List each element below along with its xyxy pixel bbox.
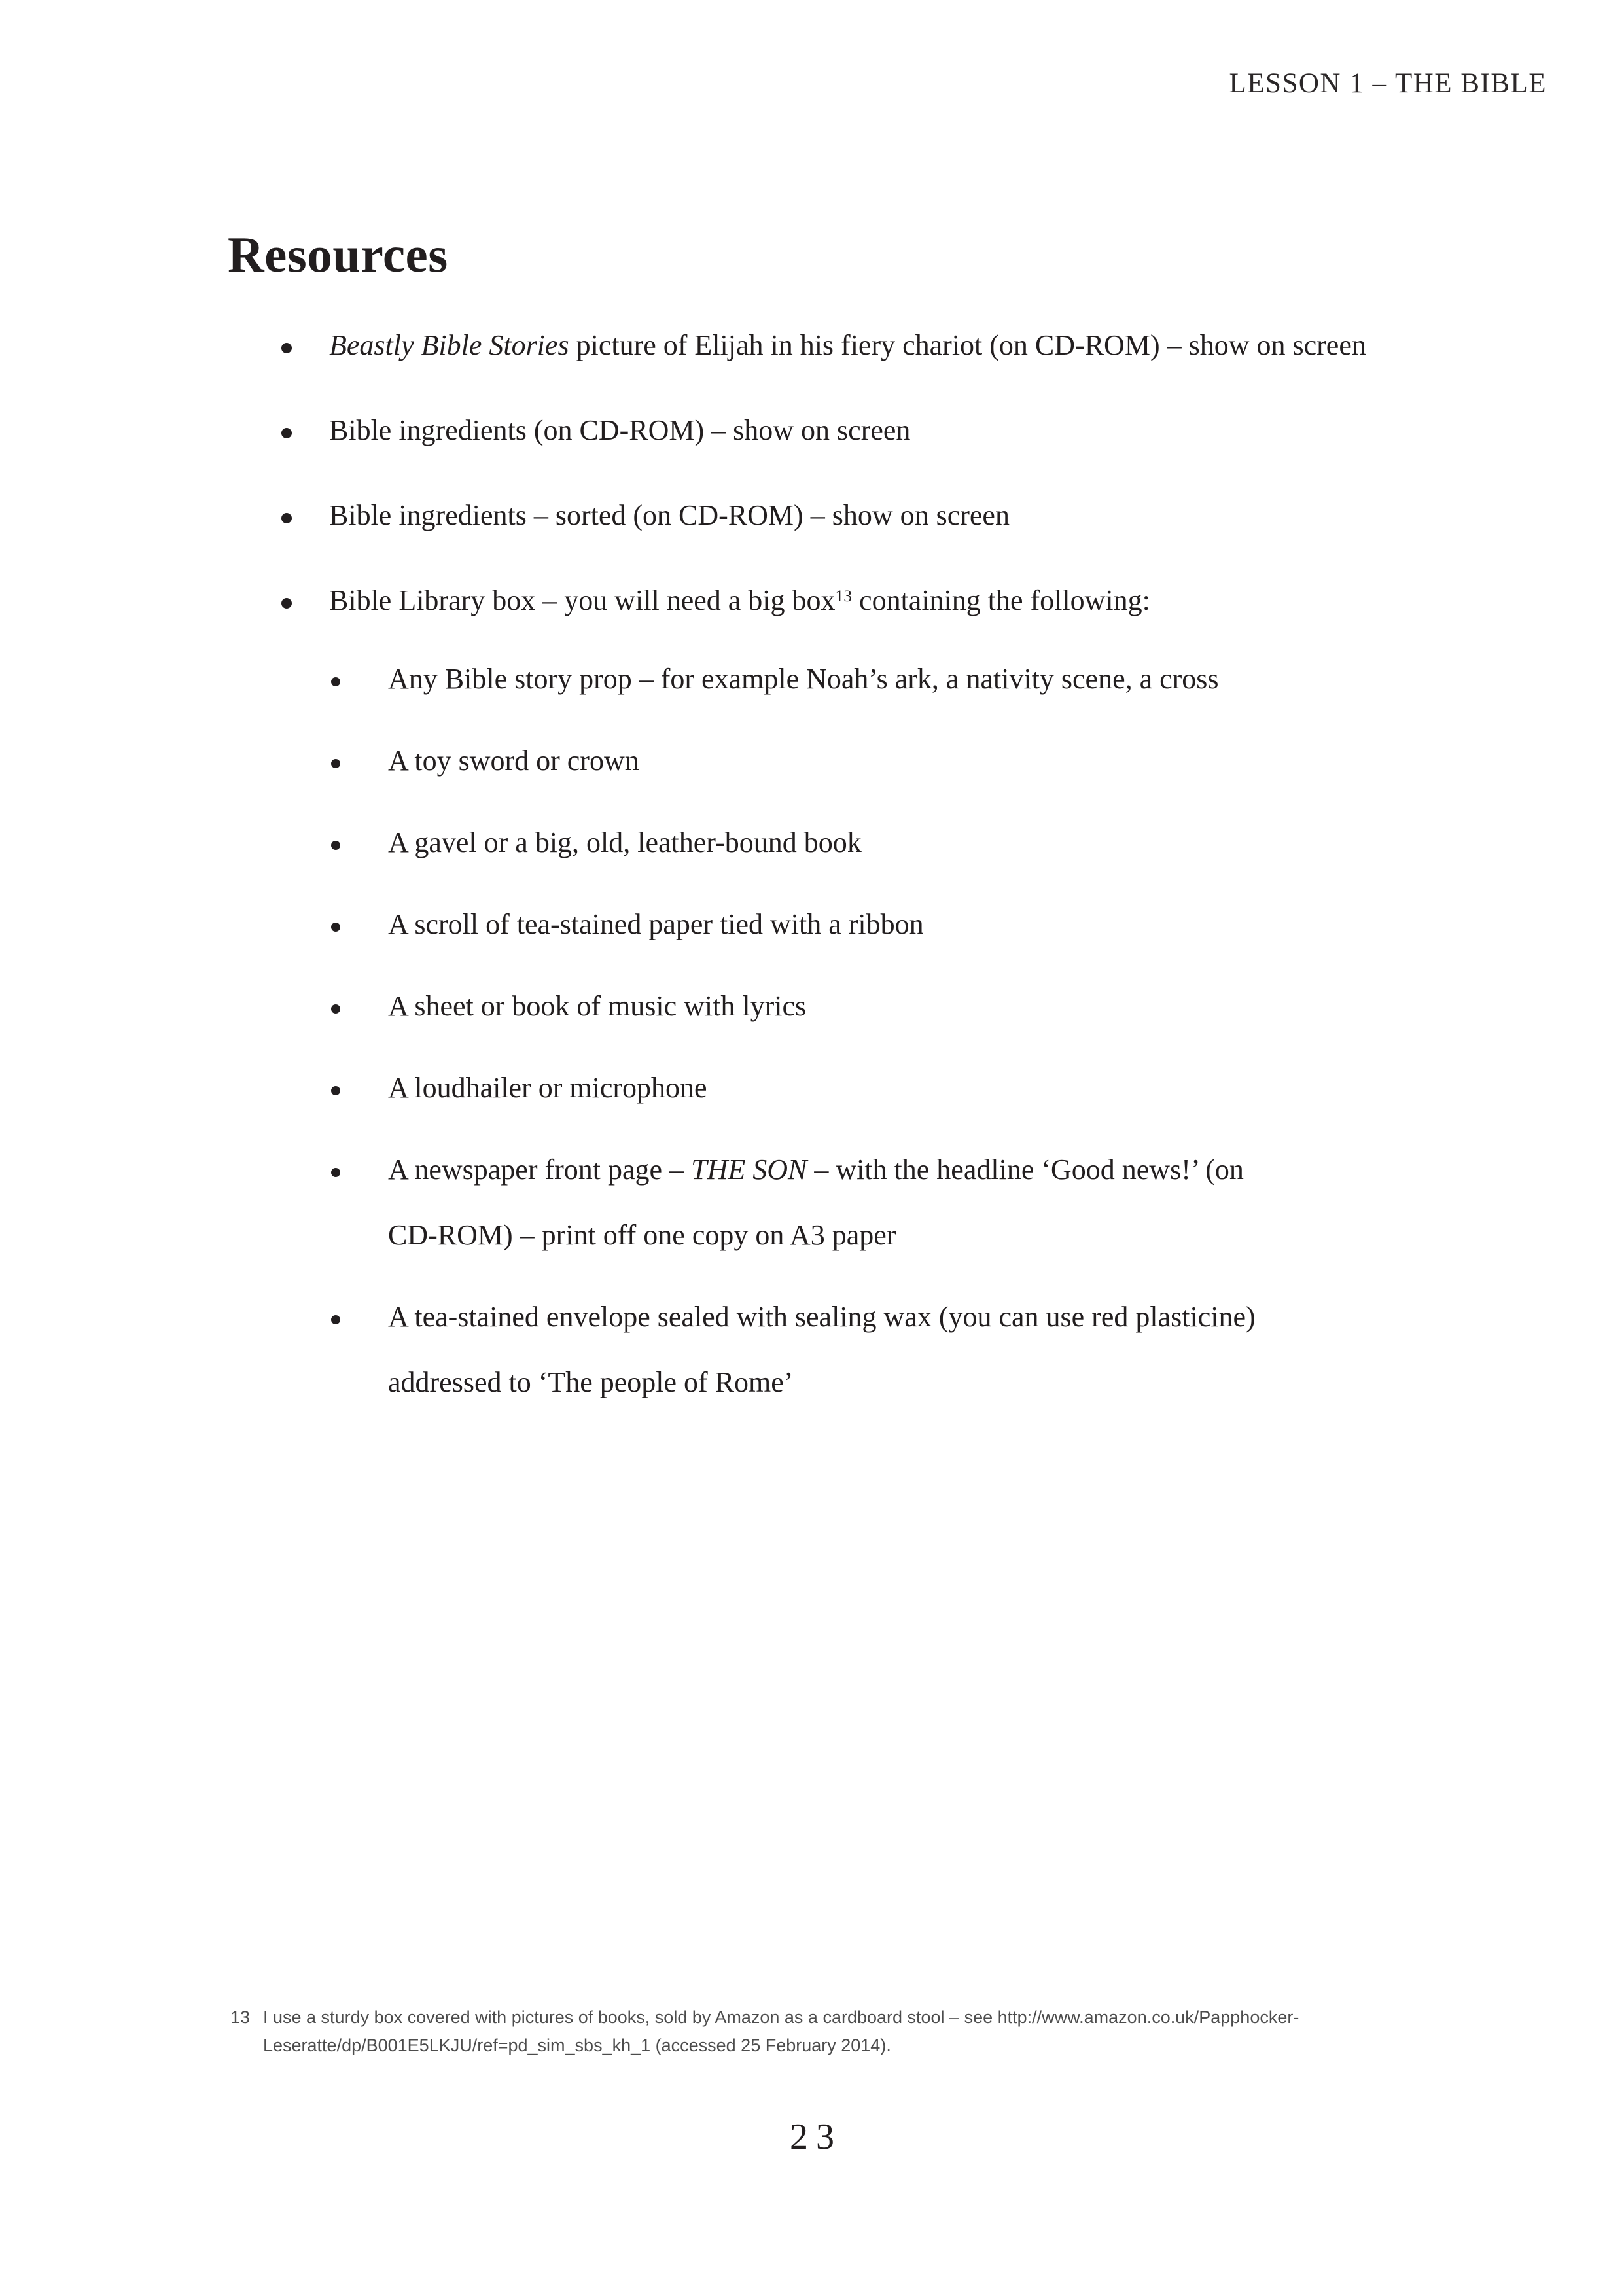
text-segment: containing the following: — [852, 584, 1150, 616]
bullet-icon — [281, 598, 292, 609]
text-segment: – with the headline ‘Good news!’ (on — [807, 1154, 1244, 1186]
bullet-icon — [281, 428, 292, 438]
list-item — [329, 974, 1624, 1039]
text-segment: Bible ingredients – sorted (on CD-ROM) – show on screen — [329, 499, 1010, 531]
bullet-icon — [281, 343, 292, 353]
page-title: Resources — [228, 226, 448, 283]
text-segment: A tea-stained envelope sealed with sealing wax (you can use red plasticine) — [388, 1301, 1256, 1333]
list-item — [329, 728, 1624, 794]
footnote-text — [263, 2003, 1299, 2060]
bullet-icon — [331, 677, 340, 686]
text-segment: A toy sword or crown — [388, 745, 639, 777]
list-item-text — [388, 1350, 1624, 1415]
text-segment: A sheet or book of music with lyrics — [388, 990, 807, 1022]
list-item — [0, 568, 1624, 1415]
bullet-icon — [331, 1168, 340, 1177]
list-item — [0, 483, 1624, 548]
list-item — [0, 398, 1624, 463]
text-segment: Any Bible story prop – for example Noah’s ark, a nativity scene, a cross — [388, 663, 1219, 695]
list-item — [329, 646, 1624, 712]
list-item-text — [388, 892, 1624, 957]
bullet-icon — [331, 759, 340, 768]
list-item — [329, 1055, 1624, 1121]
text-segment: THE SON — [691, 1154, 807, 1186]
list-item-text — [388, 1284, 1624, 1350]
text-segment: A scroll of tea-stained paper tied with a ribbon — [388, 908, 924, 940]
bullet-icon — [331, 1086, 340, 1095]
list-item — [329, 810, 1624, 875]
footnote — [230, 2003, 1299, 2060]
running-header: LESSON 1 – THE BIBLE — [1229, 68, 1547, 99]
text-segment: Bible ingredients (on CD-ROM) – show on screen — [329, 414, 911, 446]
list-item-text — [388, 646, 1624, 712]
text-segment: A loudhailer or microphone — [388, 1072, 707, 1104]
bullet-icon — [331, 841, 340, 850]
list-item — [329, 1284, 1624, 1415]
footnote-line: Leseratte/dp/B001E5LKJU/ref=pd_sim_sbs_kh_1 (accessed 25 February 2014). — [263, 2036, 891, 2055]
box-contents-list — [329, 646, 1624, 1415]
list-item-text — [329, 568, 1624, 633]
text-segment: addressed to ‘The people of Rome’ — [388, 1366, 794, 1398]
bullet-icon — [331, 923, 340, 932]
resources-list — [0, 313, 1624, 1415]
text-segment: A newspaper front page – — [388, 1154, 692, 1186]
list-item-text — [388, 974, 1624, 1039]
text-segment: picture of Elijah in his fiery chariot (on CD-ROM) – show on screen — [569, 329, 1366, 361]
list-item-text — [388, 1055, 1624, 1121]
list-item-text — [329, 313, 1624, 378]
footnote-marker: 13 — [230, 2007, 251, 2027]
bullet-icon — [281, 513, 292, 523]
footnote-reference: 13 — [835, 586, 853, 606]
text-segment: Bible Library box – you will need a big box — [329, 584, 836, 616]
bullet-icon — [331, 1315, 340, 1324]
list-item — [329, 1137, 1624, 1268]
text-segment: Beastly Bible Stories — [329, 329, 569, 361]
bullet-icon — [331, 1004, 340, 1014]
list-item-text — [388, 728, 1624, 794]
resources-section — [0, 313, 1624, 1435]
text-segment: CD-ROM) – print off one copy on A3 paper — [388, 1219, 896, 1251]
text-segment: A gavel or a big, old, leather-bound book — [388, 826, 862, 858]
list-item-text — [388, 1137, 1624, 1203]
list-item — [329, 892, 1624, 957]
list-item-text — [388, 1203, 1624, 1268]
list-item-text — [329, 483, 1624, 548]
page-number: 23 — [790, 2117, 842, 2157]
footnote-line: I use a sturdy box covered with pictures of books, sold by Amazon as a cardboard stool – see http://www.amazon.co.uk/Papphocker- — [263, 2007, 1299, 2027]
list-item-text — [388, 810, 1624, 875]
list-item-text — [329, 398, 1624, 463]
list-item — [0, 313, 1624, 378]
